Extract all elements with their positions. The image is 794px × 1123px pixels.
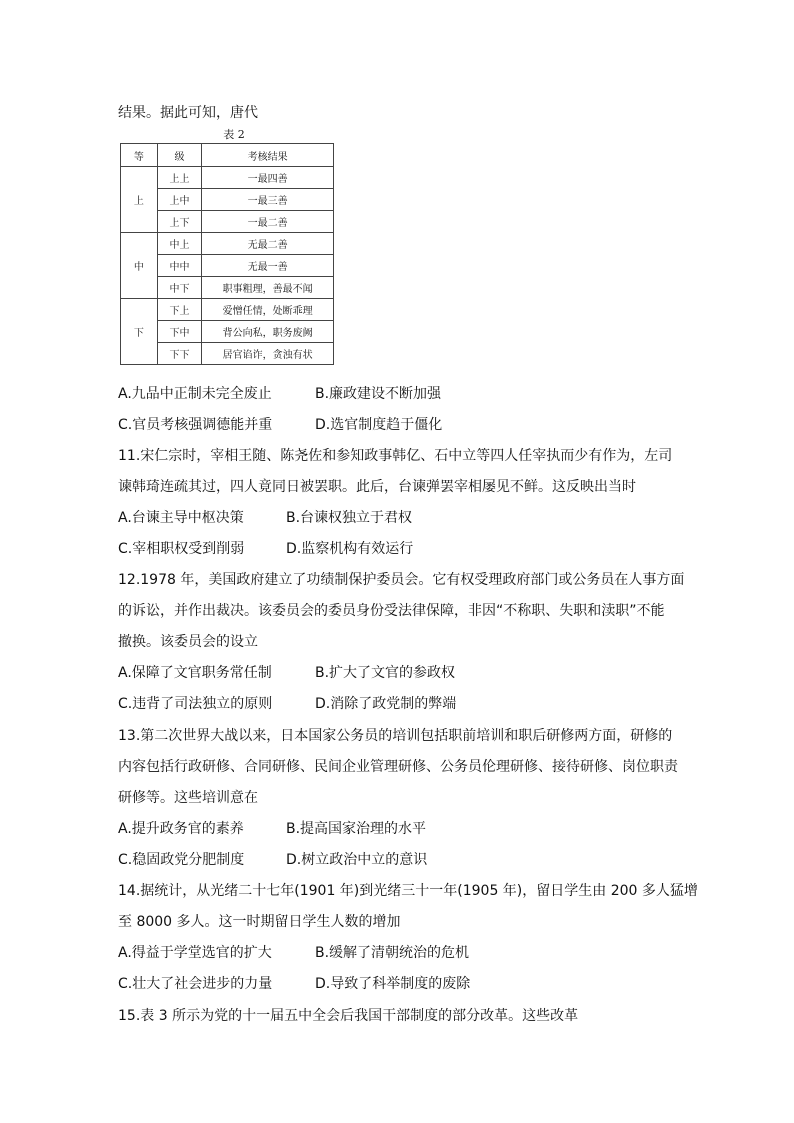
q11-option-d[interactable]: D.监察机构有效运行: [286, 541, 414, 557]
q13-stem-line-1: 13.第二次世界大战以来，日本国家公务员的培训包括职前培训和职后研修两方面，研修的: [118, 728, 673, 744]
intro-line: 结果。据此可知，唐代: [118, 105, 258, 121]
q13-option-c[interactable]: C.稳固政党分肥制度: [118, 852, 245, 868]
level-cell: 下下: [157, 343, 202, 365]
q11-stem-line-1: 11.宋仁宗时，宰相王随、陈尧佐和参知政事韩亿、石中立等四人任宰执而少有作为，左司: [118, 448, 673, 464]
q13-option-a[interactable]: A.提升政务官的素养: [118, 821, 244, 837]
q13-stem-line-2: 内容包括行政研修、合同研修、民间企业管理研修、公务员伦理研修、接待研修、岗位职责: [118, 759, 678, 775]
q12-stem-line-3: 撤换。该委员会的设立: [118, 634, 258, 650]
assessment-table: [120, 143, 334, 365]
q10-option-a[interactable]: A.九品中正制未完全废止: [118, 386, 272, 402]
q11-stem-line-2: 谏韩琦连疏其过，四人竟同日被罢职。此后，台谏弹罢宰相屡见不鲜。这反映出当时: [118, 479, 636, 495]
grade-cell: 下: [121, 299, 158, 365]
result-cell: 一最三善: [202, 189, 334, 211]
table-row: [121, 299, 334, 321]
q15-stem-line-1: 15.表 3 所示为党的十一届五中全会后我国干部制度的部分改革。这些改革: [118, 1008, 579, 1024]
table-header-row: [121, 144, 334, 167]
q13-stem-line-3: 研修等。这些培训意在: [118, 790, 258, 806]
q11-option-a[interactable]: A.台谏主导中枢决策: [118, 510, 244, 526]
level-cell: 上下: [157, 211, 202, 233]
q10-option-c[interactable]: C.官员考核强调德能并重: [118, 417, 273, 433]
grade-cell: 上: [121, 167, 158, 233]
result-cell: 职事粗理，善最不闻: [202, 277, 334, 299]
header-grade: 等: [121, 144, 158, 167]
result-cell: 无最二善: [202, 233, 334, 255]
header-level: 级: [157, 144, 202, 167]
q13-option-d[interactable]: D.树立政治中立的意识: [286, 852, 428, 868]
q14-option-d[interactable]: D.导致了科举制度的废除: [315, 976, 471, 992]
result-cell: 爱憎任情，处断乖理: [202, 299, 334, 321]
table-caption: 表 2: [223, 128, 245, 141]
q12-option-c[interactable]: C.违背了司法独立的原则: [118, 696, 273, 712]
table-row: [121, 233, 334, 255]
q12-stem-line-2: 的诉讼，并作出裁决。该委员会的委员身份受法律保障，非因“不称职、失职和渎职”不能: [118, 603, 665, 619]
q12-stem-line-1: 12.1978 年，美国政府建立了功绩制保护委员会。它有权受理政府部门或公务员在人事方面: [118, 572, 685, 588]
table-2: [120, 127, 334, 365]
q12-option-b[interactable]: B.扩大了文官的参政权: [315, 665, 456, 681]
q14-option-c[interactable]: C.壮大了社会进步的力量: [118, 976, 273, 992]
level-cell: 上中: [157, 189, 202, 211]
level-cell: 中上: [157, 233, 202, 255]
q10-option-d[interactable]: D.选官制度趋于僵化: [315, 417, 443, 433]
level-cell: 下中: [157, 321, 202, 343]
header-result: 考核结果: [202, 144, 334, 167]
level-cell: 中中: [157, 255, 202, 277]
q11-option-b[interactable]: B.台谏权独立于君权: [286, 510, 413, 526]
q14-stem-line-2: 至 8000 多人。这一时期留日学生人数的增加: [118, 914, 401, 930]
result-cell: 居官谄诈，贪浊有状: [202, 343, 334, 365]
level-cell: 上上: [157, 167, 202, 189]
level-cell: 下上: [157, 299, 202, 321]
q14-stem-line-1: 14.据统计，从光绪二十七年(1901 年)到光绪三十一年(1905 年)，留日学生由 200 多人猛增: [118, 883, 698, 899]
result-cell: 一最二善: [202, 211, 334, 233]
result-cell: 无最一善: [202, 255, 334, 277]
q14-option-b[interactable]: B.缓解了清朝统治的危机: [315, 945, 470, 961]
q14-option-a[interactable]: A.得益于学堂选官的扩大: [118, 945, 272, 961]
grade-cell: 中: [121, 233, 158, 299]
q11-option-c[interactable]: C.宰相职权受到削弱: [118, 541, 245, 557]
q13-option-b[interactable]: B.提高国家治理的水平: [286, 821, 427, 837]
q12-option-d[interactable]: D.消除了政党制的弊端: [315, 696, 457, 712]
result-cell: 背公向私，职务废阙: [202, 321, 334, 343]
q10-option-b[interactable]: B.廉政建设不断加强: [315, 386, 442, 402]
q12-option-a[interactable]: A.保障了文官职务常任制: [118, 665, 272, 681]
result-cell: 一最四善: [202, 167, 334, 189]
level-cell: 中下: [157, 277, 202, 299]
table-row: [121, 167, 334, 189]
